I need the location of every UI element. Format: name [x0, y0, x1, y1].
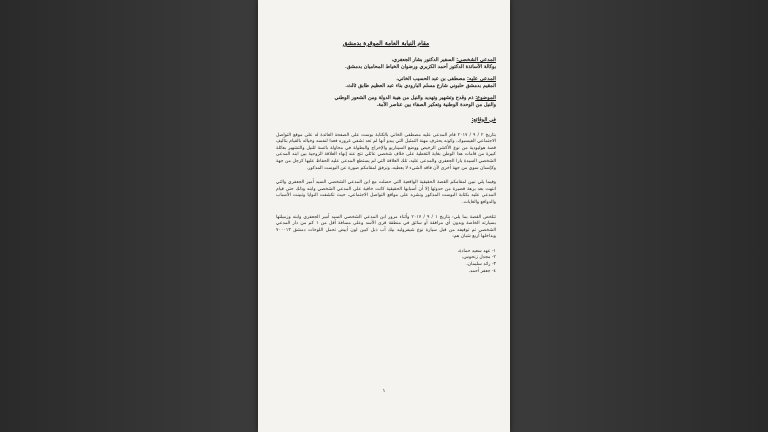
plaintiff-name: السفير الدكتور بشار الجعفري،: [391, 57, 455, 63]
facts-heading: في الوقائع:: [471, 116, 496, 123]
list-item: ١- عهد سعيد حمادة،: [457, 248, 496, 254]
defendant-address: المقيم بدمشق حلبوني شارع مسلم البارودي بناء عبد العظيم طابق ثالث.: [345, 82, 496, 89]
list-item: ٢- مجدل زنحوس،: [461, 255, 496, 261]
subject-line-1: ذم وقدح وتشهير وتهديد والنيل من هيبة الدولة ومن الشعور الوطني: [334, 95, 474, 102]
list-item: ٣- رائد سليمان،: [466, 262, 496, 268]
list-item: ٤- جعفر أحمد.: [468, 268, 496, 274]
plaintiff-counsel: بوكالة الأساتذة الدكتور أحمد الكزبري ورضوان الخياط المحاميان بدمشق.: [344, 63, 496, 70]
document-content: [276, 40, 496, 275]
defendant-name-row: [276, 76, 496, 83]
plaintiff-section: [276, 57, 496, 70]
subject-row: [276, 95, 496, 102]
subject-label: الموضوع:: [475, 95, 496, 102]
defendant-name: مصطفى بن عبد الحسيب الخاني،: [396, 76, 466, 83]
subject-line-2: والنيل من الوحدة الوطنية وتعكير الصفاء بين عناصر الأمة.: [376, 101, 496, 108]
plaintiff-label: المدعي الشخصي:: [456, 57, 496, 63]
page-number: ١: [382, 388, 386, 394]
paragraph: تتلخص القصة بما يلي: بتاريخ ١ / ٩ / ٢٠١٧ وأثناء مرور ابن المدعي الشخصي السيد أمير الجعفري وابنه وزميلتها بسيارته الخاصة وبدون أي مرافقة أو سائق في منطقة قرى الأسد وعلى مسافة أقل من ١ كم من دار المدعي الشخصي تم توقيفه من قبل سيارة نوع شيفروليه بيك أب ذبل كبين لون أبيض تحمل اللوحات دمشق ٧٠٠٠١٣ وبداخلها أربع شبان هم:: [276, 214, 497, 240]
defendant-section: [276, 76, 496, 89]
plaintiff-name-row: [276, 57, 496, 64]
persons-list: [276, 249, 496, 275]
document-page: [258, 0, 510, 432]
document-title: مقام النيابة العامة الموقرة بدمشق: [342, 40, 430, 47]
subject-section: [276, 95, 496, 108]
paragraph: بتاريخ ٢ / ٩ / ٢٠١٧ قام المدعى عليه مصطفى الخاني بالكتابة بوست على الصفحة العائدة له على موقع التواصل الاجتماعي الفيسبوك، وكونه يحترف مهنة التمثيل التي يبدو أنها لم تعد تشفي غروره فعدا لنفسه وخياله بالقيام بتأليف قصة هوليودية من نوع الأكشن الرخيص ووضع السيناريو والإخراج والبطولة في محاولة بائسة للنيل والتشهير بعائلة كبيرة من قامات هذا الوطن بغاية التغطية على خلاف شخصي عائلي نتج عنه إنهاء العلاقة الزوجية بين ابنه المدعى الشخصي السيدة يارا الجعفري والمدعى عليه، تلك العلاقة التي لم يستطع المدعى عليه الحفاظ عليها كرجل من جهة وكإنسان سوي من جهة أخرى لأن فاقد الشيء لا يعطيه، ونرفق لمقامكم صورة عن البوست المذكور.: [276, 132, 497, 171]
defendant-label: المدعى عليه:: [466, 76, 496, 83]
paragraph: وفيما يلي نبين لمقامكم القصة الحقيقية الواقعية التي حصلت مع ابن المدعي الشخصي السيد أمير الجعفري والتي انتهت بعد برهة قصيرة من حدوثها إلا أن أسبابها الحقيقية كانت خافية على المدعي الشخصي وابنه وذلك حتى قيام المدعى عليه بكتابة البوست المذكور ونشره على مواقع التواصل الاجتماعي، حيث تكشفت النوايا وتبينت الأسباب والدوافع والغايات.: [276, 180, 496, 205]
